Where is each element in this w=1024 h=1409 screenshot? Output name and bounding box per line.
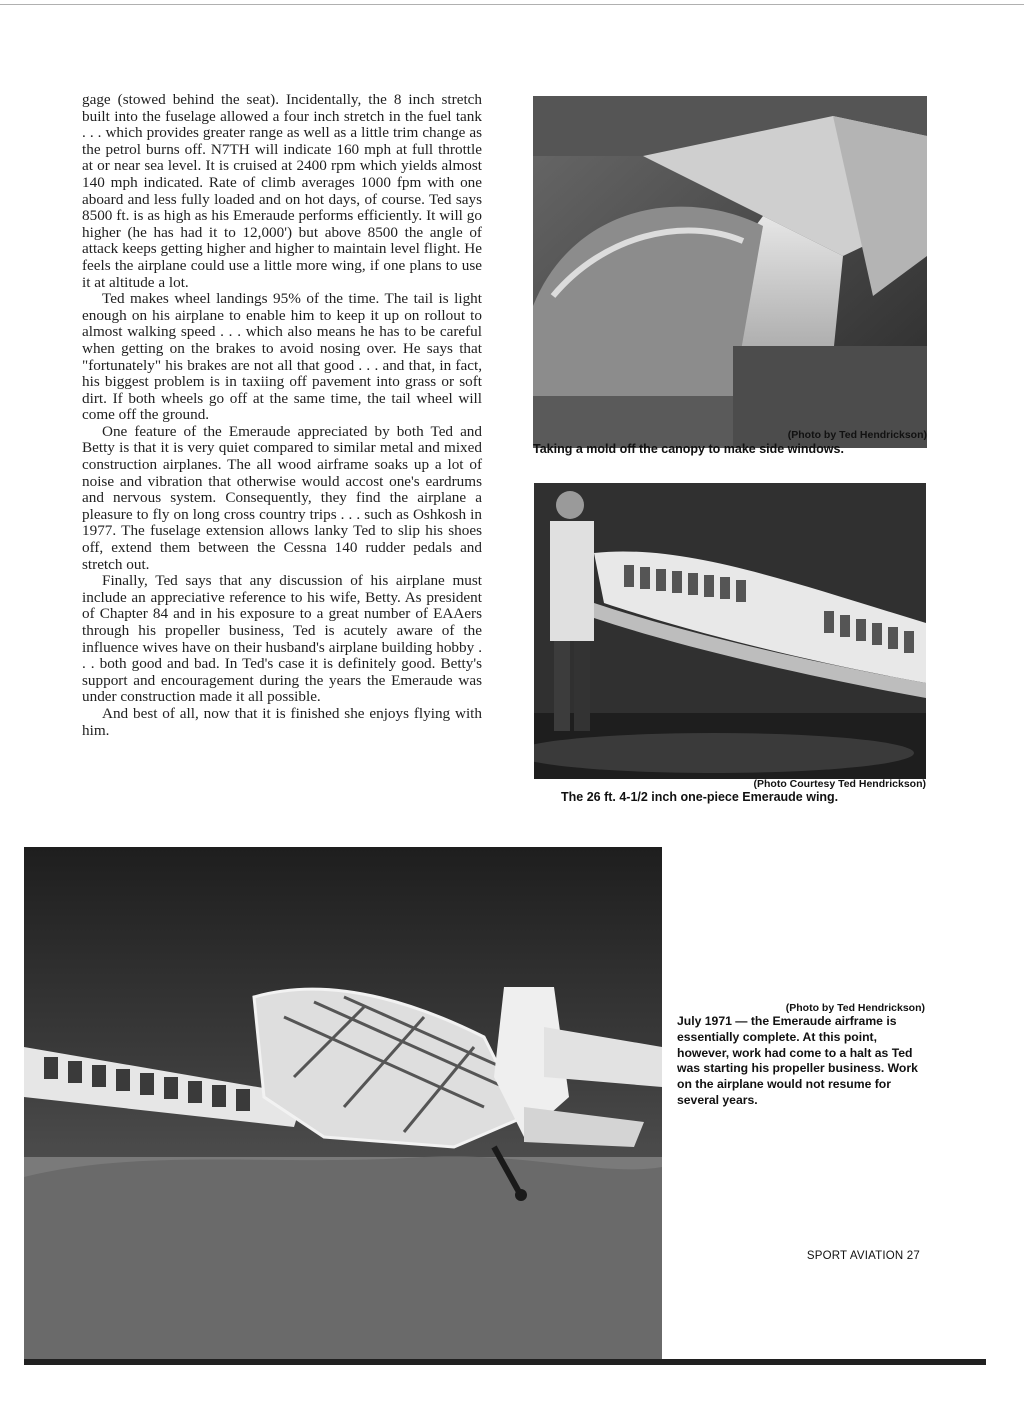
airframe-photo xyxy=(24,847,662,1360)
photo-caption-text: Taking a mold off the canopy to make side windows. xyxy=(533,442,844,456)
bottom-rule xyxy=(24,1359,986,1365)
photo-caption-text: The 26 ft. 4-1/2 inch one-piece Emeraude wing. xyxy=(561,790,839,804)
article-paragraph: Ted makes wheel landings 95% of the time. The tail is light enough on his airplane to enable him to keep it up on rollout to almost walking speed . . . which also means he has to be careful when getting on the brakes to avoid nosing over. He says that "fortunately" his brakes are not all that good . . . and that, in fact, his biggest problem is in taxiing off pavement into grass or soft dirt. If both wheels go off at the same time, the tail wheel will come off the ground. xyxy=(82,290,482,424)
top-edge-rule xyxy=(0,4,1024,5)
photo-caption-text: July 1971 — the Emeraude airframe is essentially complete. At this point, however, work had come to a halt as Ted was starting his propeller business. Work on the airplane would not resume for several years. xyxy=(677,1014,918,1107)
article-text-column xyxy=(82,92,482,739)
canopy-photo-caption xyxy=(533,429,927,456)
photo-credit: (Photo by Ted Hendrickson) xyxy=(787,429,927,441)
article-paragraph: Finally, Ted says that any discussion of his airplane must include an appreciative reference to his wife, Betty. As president of Chapter 84 and in his exposure to a great number of EAAers through his propeller business, Ted is acutely aware of the influence wives have on their husband's airplane building hobby . . . both good and bad. In Ted's case it is definitely good. Betty's support and encouragement during the years the Emeraude was under construction made it all possible. xyxy=(82,572,482,706)
canopy-mold-image xyxy=(533,96,927,448)
wing-photo-caption xyxy=(534,778,926,804)
photo-credit: (Photo by Ted Hendrickson) xyxy=(785,1002,925,1014)
article-paragraph: And best of all, now that it is finished she enjoys flying with him. xyxy=(82,704,482,739)
article-paragraph: One feature of the Emeraude appreciated by both Ted and Betty is that it is very quiet compared to similar metal and mixed construction airplanes. The all wood airframe soaks up a lot of noise and vibration that otherwise would accost one's eardrums and nervous system. Consequently, they find the airplane a pleasure to fly on long cross country trips . . . such as Oshkosh in 1977. The fuselage extension allows lanky Ted to slip his shoes off, extend them between the Cessna 140 rudder pedals and stretch out. xyxy=(82,422,482,573)
page-footer-folio: SPORT AVIATION 27 xyxy=(806,1250,920,1262)
wing-image xyxy=(534,483,926,779)
photo-credit: (Photo Courtesy Ted Hendrickson) xyxy=(753,778,926,790)
canopy-mold-photo xyxy=(533,96,927,448)
article-paragraph: gage (stowed behind the seat). Incidentally, the 8 inch stretch built into the fuselage allowed a four inch stretch in the fuel tank . . . which provides greater range as well as a little trim change as the petrol burns off. N7TH will indicate 160 mph at full throttle at or near sea level. It is cruised at 2400 rpm which yields almost 140 mph indicated. Rate of climb averages 1000 fpm with one aboard and less fully loaded and on hot days, of course. Ted says 8500 ft. is as high as his Emeraude performs efficiently. It will go higher (he has had it to 12,000') but above 8500 the angle of attack keeps getting higher and higher to maintain level flight. He feels the airplane could use a little more wing, if one plans to use it at altitude a lot. xyxy=(82,91,482,291)
wing-photo xyxy=(534,483,926,779)
airframe-image xyxy=(24,847,662,1360)
airframe-photo-caption xyxy=(677,1002,925,1109)
